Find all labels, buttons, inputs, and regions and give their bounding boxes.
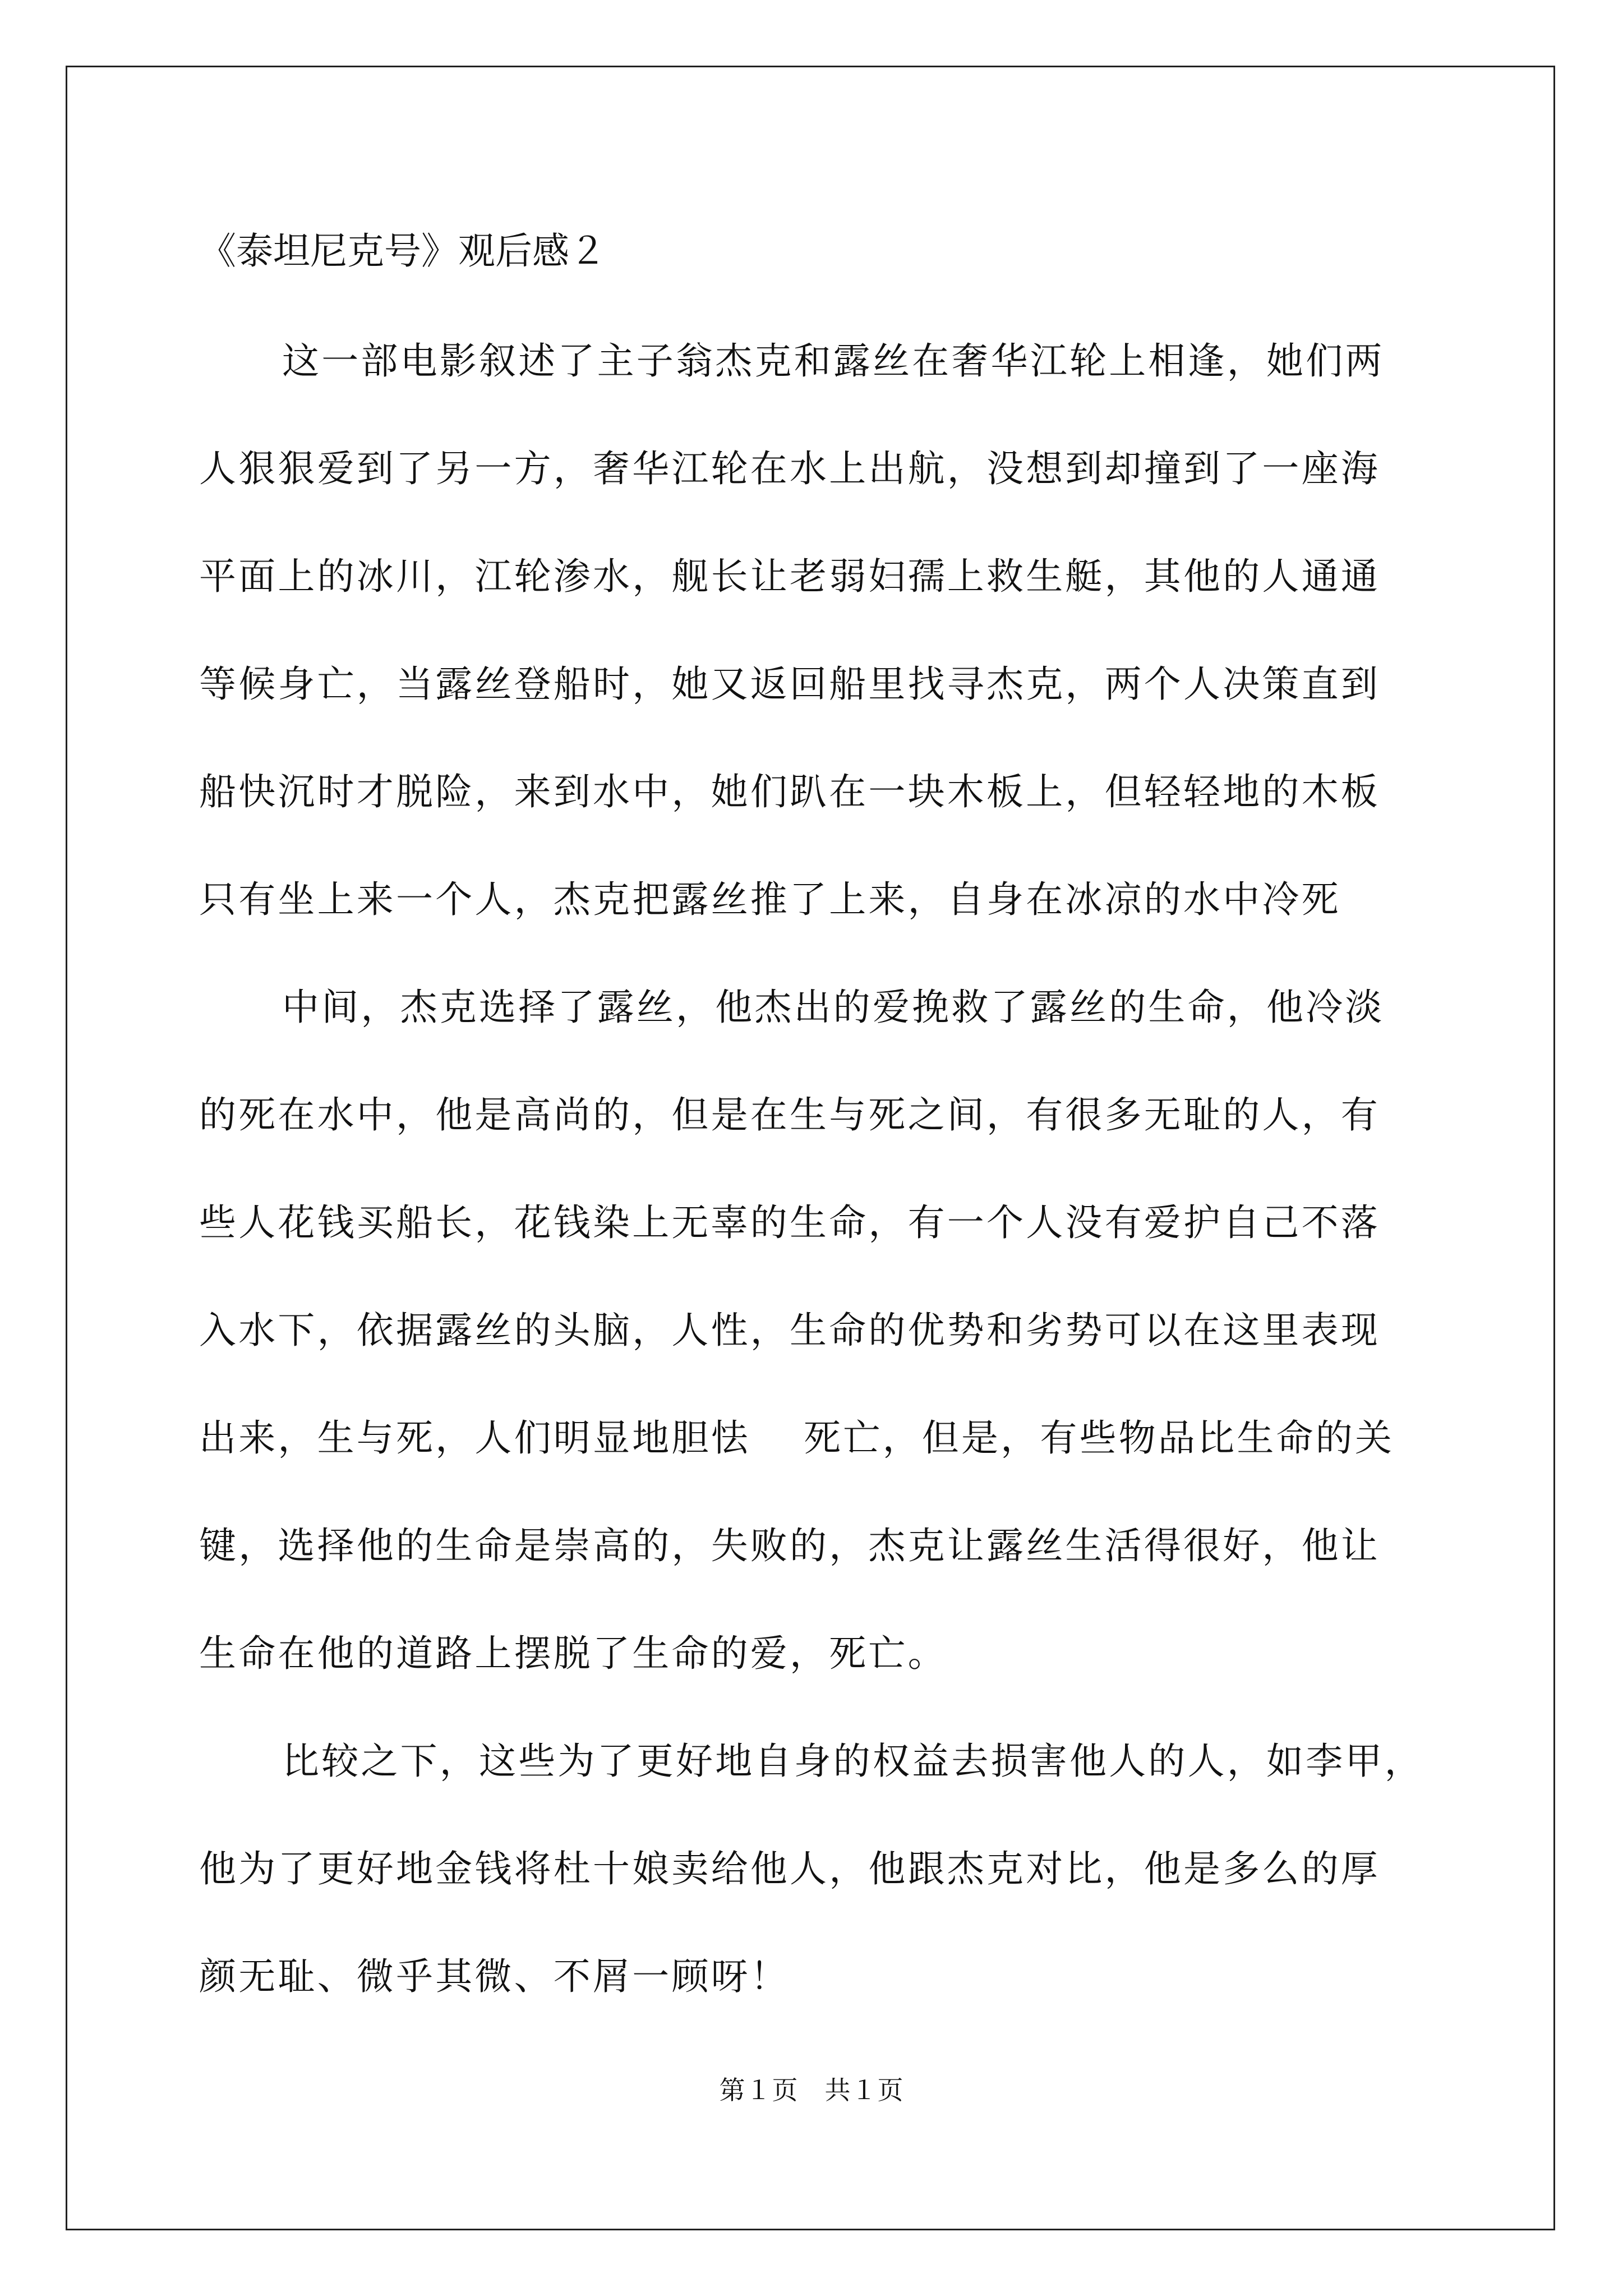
paragraph-line: 颜无耻、微乎其微、不屑一顾呀！ xyxy=(199,1955,790,1998)
paragraph-line: 比较之下，这些为了更好地自身的权益去损害他人的人，如李甲， xyxy=(282,1740,1424,1783)
paragraph-line: 船快沉时才脱险，来到水中，她们趴在一块木板上，但轻轻地的木板 xyxy=(199,770,1380,813)
paragraph-line: 些人花钱买船长，花钱染上无辜的生命，有一个人没有爱护自己不落 xyxy=(199,1201,1380,1244)
paragraph-line: 入水下，依据露丝的头脑，人性，生命的优势和劣势可以在这里表现 xyxy=(199,1309,1380,1352)
paragraph-3 xyxy=(199,1708,1472,2031)
paragraph-line: 键，选择他的生命是崇高的，失败的，杰克让露丝生活得很好，他让 xyxy=(199,1524,1380,1567)
paragraph-line: 人狠狠爱到了另一方，奢华江轮在水上出航，没想到却撞到了一座海 xyxy=(199,447,1380,490)
paragraph-line: 生命在他的道路上摆脱了生命的爱，死亡。 xyxy=(199,1632,947,1675)
paragraph-2 xyxy=(199,954,1472,1708)
paragraph-line: 中间，杰克选择了露丝，他杰出的爱挽救了露丝的生命，他冷淡 xyxy=(282,986,1385,1029)
paragraph-line: 等候身亡，当露丝登船时，她又返回船里找寻杰克，两个人决策直到 xyxy=(199,662,1380,706)
paragraph-line: 的死在水中，他是高尚的，但是在生与死之间，有很多无耻的人，有 xyxy=(199,1093,1380,1137)
page-number-footer: 第１页 共１页 xyxy=(719,2075,904,2105)
paragraph-line: 出来，生与死，人们明显地胆怯 死亡，但是，有些物品比生命的关 xyxy=(199,1416,1395,1460)
document-title: 《泰坦尼克号》观后感２ xyxy=(199,229,606,273)
paragraph-1 xyxy=(199,307,1472,954)
paragraph-line: 他为了更好地金钱将杜十娘卖给他人，他跟杰克对比，他是多么的厚 xyxy=(199,1847,1380,1890)
paragraph-line: 这一部电影叙述了主子翁杰克和露丝在奢华江轮上相逢，她们两 xyxy=(282,339,1385,383)
paragraph-line: 平面上的冰川，江轮渗水，舰长让老弱妇孺上救生艇，其他的人通通 xyxy=(199,555,1380,598)
paragraph-line: 只有坐上来一个人，杰克把露丝推了上来，自身在冰凉的水中冷死 xyxy=(199,878,1341,921)
document-body xyxy=(199,307,1472,2031)
